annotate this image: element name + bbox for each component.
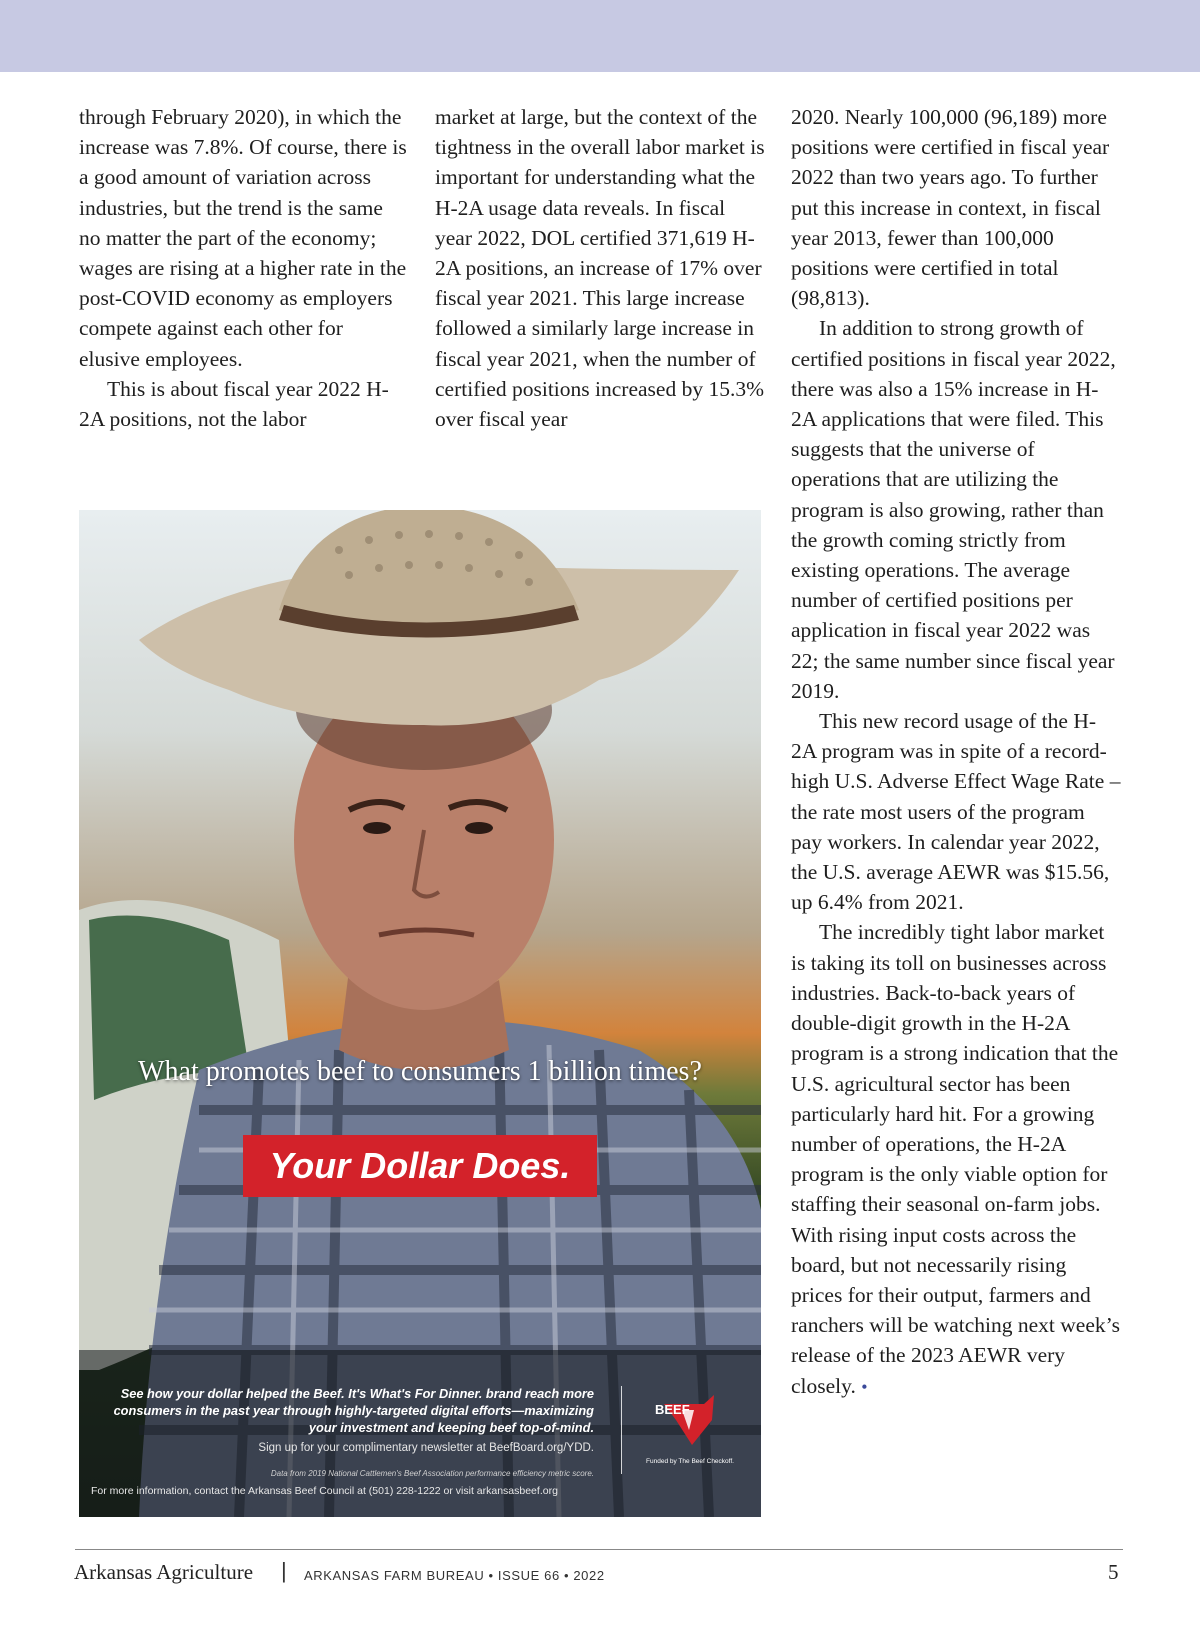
footer-org-issue: ARKANSAS FARM BUREAU • ISSUE 66 • 2022 [304, 1568, 605, 1583]
footer-separator: | [281, 1558, 287, 1583]
footer-publication: Arkansas Agriculture [74, 1560, 254, 1584]
paragraph: 2020. Nearly 100,000 (96,189) more positions were certified in fiscal year 2022 than two years ago. To further put this increase in context, in fiscal year 2013, fewer than 100,000 positions were certified in total (98,813). [791, 105, 1110, 311]
ad-question: What promotes beef to consumers 1 billion times? [138, 1056, 702, 1087]
paragraph: This new record usage of the H-2A program was in spite of a record-high U.S. Adverse Effect Wage Rate – the rate most users of the program pay workers. In calendar year 2022, the U.S. average AEWR was $15.56, up 6.4% from 2021. [791, 709, 1121, 915]
ad-divider [621, 1386, 622, 1474]
article-column-3 [791, 102, 1121, 1402]
cowboy-photo [79, 510, 761, 1517]
paragraph: This is about fiscal year 2022 H-2A positions, not the labor [79, 376, 389, 432]
article-column-1 [79, 102, 409, 434]
beef-checkoff-advertisement [79, 510, 761, 1517]
beef-logo-text: BEEF [655, 1402, 690, 1417]
page-number: 5 [1108, 1560, 1119, 1584]
article-column-2 [435, 102, 765, 434]
ad-contact-text: For more information, contact the Arkansas Beef Council at (501) 228-1222 or visit arkansasbeef.org [91, 1485, 558, 1497]
footer-rule [75, 1549, 1123, 1550]
ad-body-text: See how your dollar helped the Beef. It's What's For Dinner. brand reach more consumers in the past year through highly-targeted digital efforts—maximizing your investment and keeping beef top-of-mind. [113, 1386, 594, 1435]
ad-source-note: Data from 2019 National Cattlemen's Beef Association performance efficiency metric score. [270, 1469, 594, 1478]
ad-funded-by: Funded by The Beef Checkoff. [646, 1458, 734, 1465]
end-mark: • [861, 1376, 868, 1397]
paragraph: market at large, but the context of the tightness in the overall labor market is important for understanding what the H-2A usage data reveals. In fiscal year 2022, DOL certified 371,619 H-2A positions, an increase of 17% over fiscal year 2021. This large increase followed a similarly large increase in fiscal year 2021, when the number of certified positions increased by 15.3% over fiscal year [435, 105, 765, 432]
ad-signup-text: Sign up for your complimentary newsletter at BeefBoard.org/YDD. [258, 1442, 594, 1454]
header-band [0, 0, 1200, 72]
paragraph: In addition to strong growth of certified positions in fiscal year 2022, there was also a 15% increase in H-2A applications that were filed. This suggests that the universe of operations that are utilizing the program is also growing, rather than the growth coming strictly from existing operations. The average number of certified positions per application in fiscal year 2022 was 22; the same number since fiscal year 2019. [791, 316, 1116, 703]
paragraph: through February 2020), in which the increase was 7.8%. Of course, there is a good amount of variation across industries, but the trend is the same no matter the part of the economy; wages are rising at a higher rate in the post-COVID economy as employers compete against each other for elusive employees. [79, 105, 407, 371]
ad-tagline: Your Dollar Does. [269, 1145, 571, 1186]
paragraph [791, 917, 1121, 1401]
paragraph-text: The incredibly tight labor market is taking its toll on businesses across industries. Back-to-back years of double-digit growth in the H-2A program is a strong indication that the U.S. agricultural sector has been particularly hard hit. For a growing number of operations, the H-2A program is the only viable option for staffing their seasonal on-farm jobs. With rising input costs across the board, but not necessarily rising prices for their output, farmers and ranchers will be watching next week’s release of the 2023 AEWR very closely. [791, 920, 1120, 1398]
